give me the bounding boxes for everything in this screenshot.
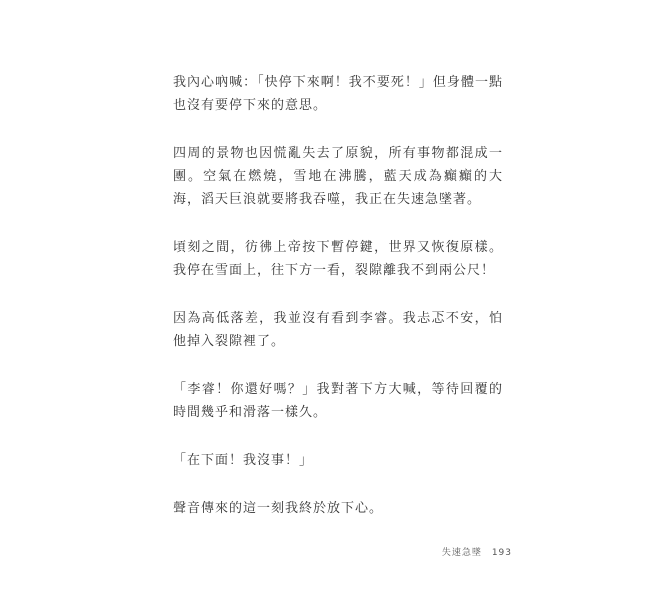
paragraph: 因為高低落差，我並沒有看到李睿。我忐忑不安，怕他掉入裂隙裡了。 [173,311,503,349]
body-text [173,71,503,545]
running-title: 失速急墜 [441,548,482,558]
paragraph: 頃刻之間，彷彿上帝按下暫停鍵，世界又恢復原樣。我停在雪面上，往下方一看，裂隙離我不到兩公尺！ [173,240,503,278]
paragraph: 「李睿！你還好嗎？」我對著下方大喊，等待回覆的時間幾乎和滑落一樣久。 [173,382,503,420]
paragraph: 聲音傳來的這一刻我終於放下心。 [173,501,384,516]
paragraph: 我內心吶喊：「快停下來啊！我不要死！」但身體一點也沒有要停下來的意思。 [173,75,503,113]
paragraph: 四周的景物也因慌亂失去了原貌，所有事物都混成一團。空氣在燃燒，雪地在沸騰，藍天成為癲癲的大海，滔天巨浪就要將我吞噬，我正在失速急墜著。 [173,146,503,207]
page-footer [442,545,512,558]
paragraph: 「在下面！我沒事！」 [173,453,314,468]
page-number: 193 [491,548,512,558]
